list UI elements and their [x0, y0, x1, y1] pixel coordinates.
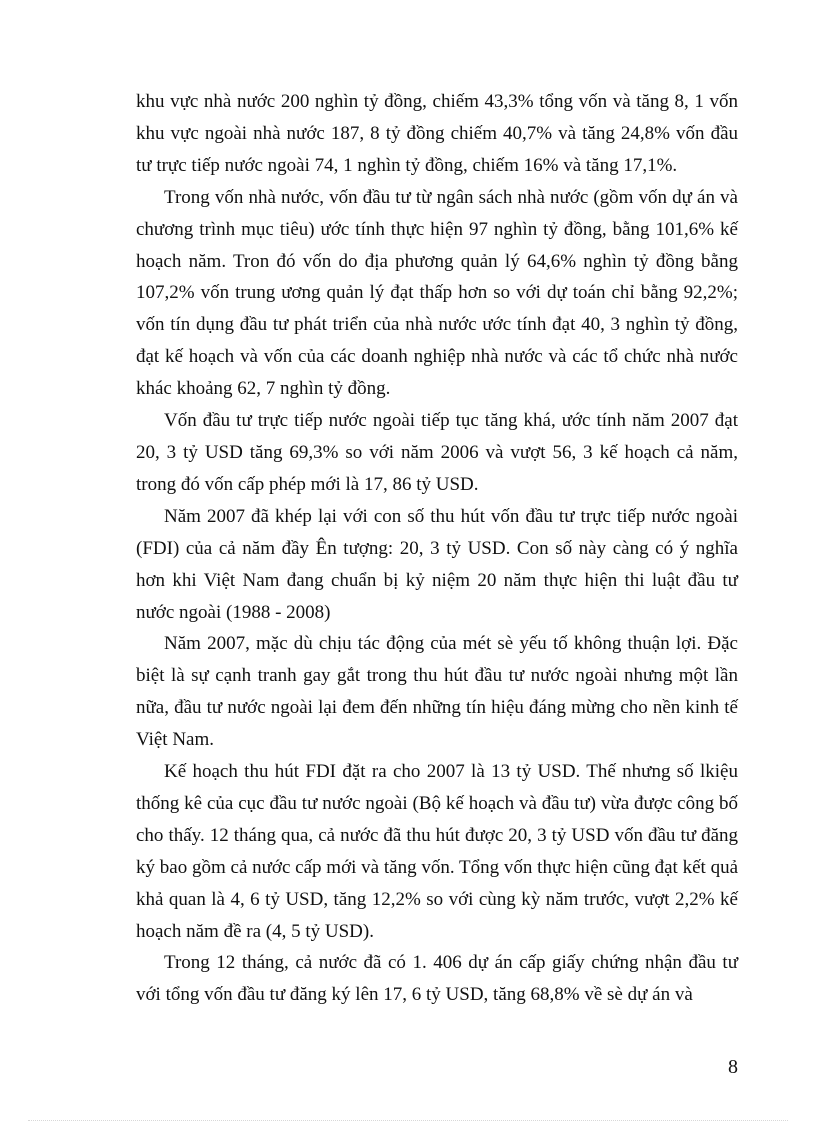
- paragraph: Vốn đầu tư trực tiếp nước ngoài tiếp tục tăng khá, ước tính năm 2007 đạt 20, 3 tỷ USD tăng 69,3% so với năm 2006 và vượt 56, 3 kế hoạch cả năm, trong đó vốn cấp phép mới là 17, 86 tỷ USD.: [136, 410, 738, 495]
- paragraph: Năm 2007, mặc dù chịu tác động của mét sè yếu tố không thuận lợi. Đặc biệt là sự cạnh tranh gay gắt trong thu hút đầu tư nước ngoài nhưng một lần nữa, đầu tư nước ngoài lại đem đến những tín hiệu đáng mừng cho nền kinh tế Việt Nam.: [136, 633, 738, 751]
- page-number: 8: [728, 1056, 738, 1078]
- paragraph: khu vực nhà nước 200 nghìn tỷ đồng, chiếm 43,3% tổng vốn và tăng 8, 1 vốn khu vực ngoài nhà nước 187, 8 tỷ đồng chiếm 40,7% và tăng 24,8% vốn đầu tư trực tiếp nước ngoài 74, 1 nghìn tỷ đồng, chiếm 16% và tăng 17,1%.: [136, 91, 738, 176]
- paragraph: Năm 2007 đã khép lại với con số thu hút vốn đầu tư trực tiếp nước ngoài (FDI) của cả năm đầy Ên tượng: 20, 3 tỷ USD. Con số này càng có ý nghĩa hơn khi Việt Nam đang chuẩn bị kỷ niệm 20 năm thực hiện thi luật đầu tư nước ngoài (1988 - 2008): [136, 505, 738, 623]
- footer-divider: [28, 1120, 788, 1121]
- paragraph: Trong 12 tháng, cả nước đã có 1. 406 dự án cấp giấy chứng nhận đầu tư với tổng vốn đầu tư đăng ký lên 17, 6 tỷ USD, tăng 68,8% về sè dự án và: [136, 952, 738, 1006]
- paragraph: Kế hoạch thu hút FDI đặt ra cho 2007 là 13 tỷ USD. Thế nhưng số lkiệu thống kê của cục đầu tư nước ngoài (Bộ kế hoạch và đầu tư) vừa được công bố cho thấy. 12 tháng qua, cả nước đã thu hút được 20, 3 tỷ USD vốn đầu tư đăng ký bao gồm cả nước cấp mới và tăng vốn. Tổng vốn thực hiện cũng đạt kết quả khả quan là 4, 6 tỷ USD, tăng 12,2% so với cùng kỳ năm trước, vượt 2,2% kế hoạch năm đề ra (4, 5 tỷ USD).: [136, 761, 738, 942]
- paragraph: Trong vốn nhà nước, vốn đầu tư từ ngân sách nhà nước (gồm vốn dự án và chương trình mục tiêu) ước tính thực hiện 97 nghìn tỷ đồng, bằng 101,6% kế hoạch năm. Tron đó vốn do địa phương quản lý 64,6% nghìn tỷ đồng bằng 107,2% vốn trung ương quản lý đạt thấp hơn so với dự toán chỉ bằng 92,2%; vốn tín dụng đầu tư phát triển của nhà nước ước tính đạt 40, 3 nghìn tỷ đồng, đạt kế hoạch và vốn của các doanh nghiệp nhà nước và các tổ chức nhà nước khác khoảng 62, 7 nghìn tỷ đồng.: [136, 186, 738, 400]
- body-text: [136, 86, 738, 1011]
